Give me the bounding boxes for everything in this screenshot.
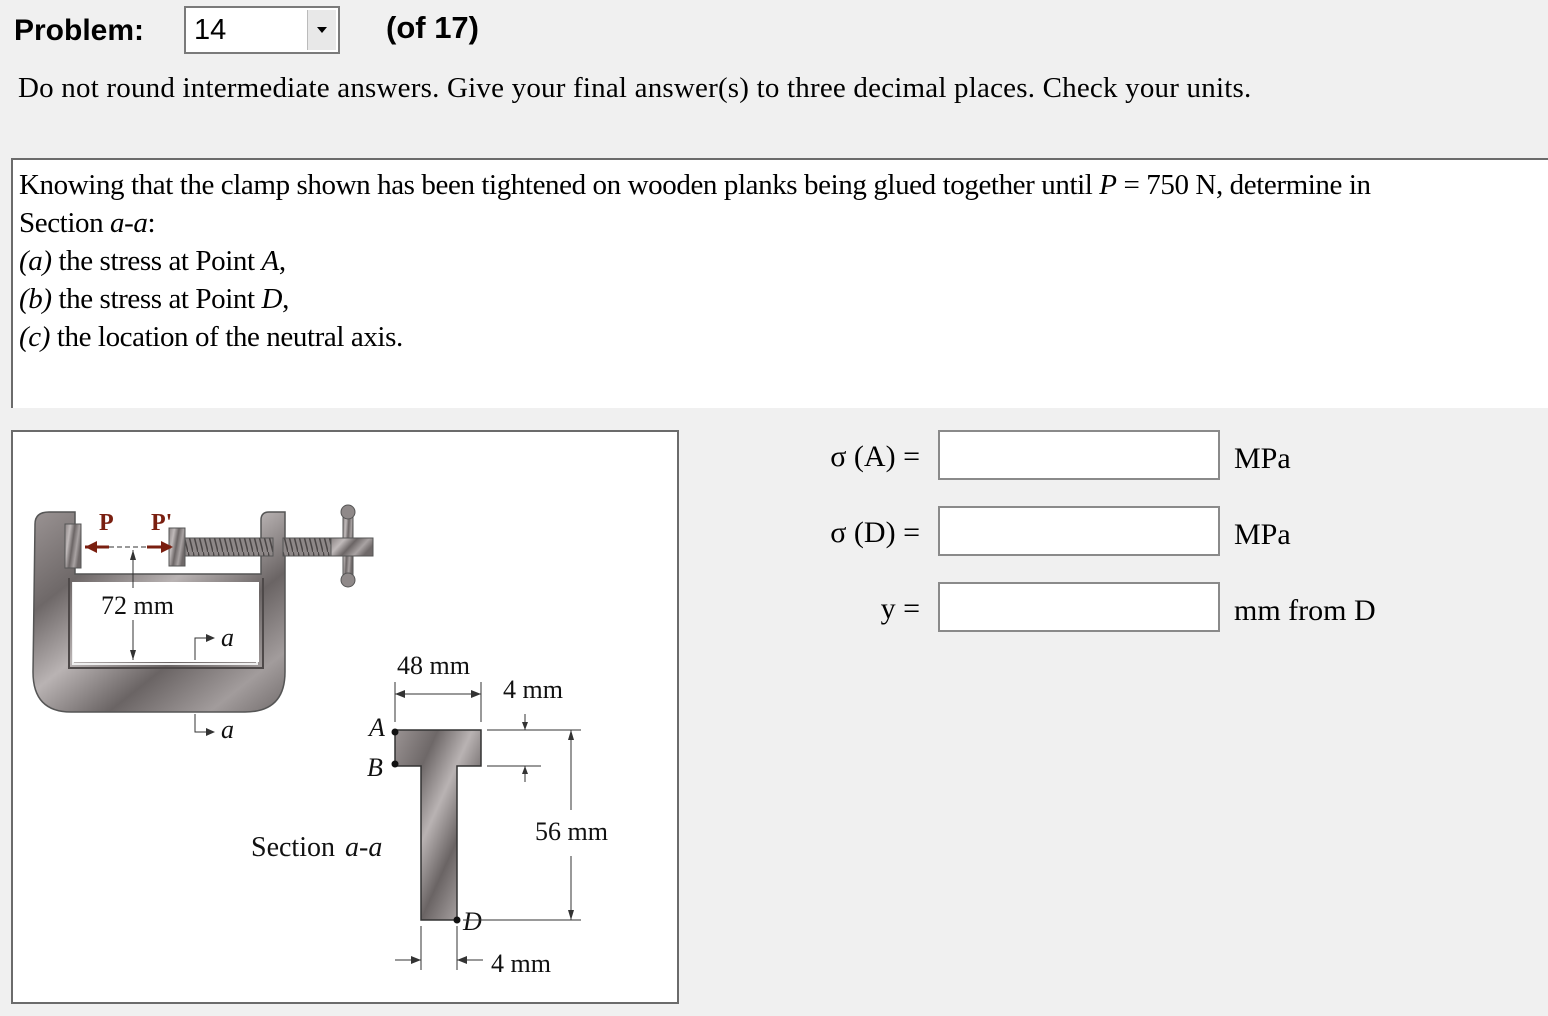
dim-72mm: 72 mm	[101, 591, 174, 620]
problem-label: Problem:	[14, 14, 145, 47]
answer-input-y[interactable]	[938, 582, 1220, 632]
instructions-text: Do not round intermediate answers. Give your final answer(s) to three decimal places. Check your units.	[18, 72, 1252, 104]
answer-unit-sigma-d: MPa	[1234, 518, 1291, 551]
answer-label-sigma-a: σ (A) =	[830, 440, 920, 473]
t-section	[395, 730, 481, 920]
dim-4mm-flange: 4 mm	[503, 675, 563, 704]
point-D: D	[463, 907, 482, 936]
question-line-2: Section a-a:	[19, 207, 156, 239]
problem-header	[14, 6, 144, 56]
section-mark-top: a	[221, 623, 234, 652]
question-part-b: (b) the stress at Point D,	[19, 283, 289, 315]
problem-select[interactable]	[184, 6, 340, 54]
clamp-figure	[11, 430, 679, 1004]
problem-count: (of 17)	[386, 10, 479, 45]
point-A: A	[369, 713, 385, 742]
dim-48mm: 48 mm	[397, 651, 470, 680]
answer-unit-sigma-a: MPa	[1234, 442, 1291, 475]
chevron-down-icon[interactable]	[307, 10, 336, 50]
question-panel	[11, 158, 1548, 408]
label-P: P	[99, 510, 114, 536]
answer-input-sigma-d[interactable]	[938, 506, 1220, 556]
point-B: B	[367, 753, 383, 782]
answer-input-sigma-a[interactable]	[938, 430, 1220, 480]
section-label: Section a-a	[251, 832, 383, 863]
answer-unit-y: mm from D	[1234, 594, 1376, 627]
clamp-screw	[181, 538, 273, 556]
dim-56mm: 56 mm	[535, 817, 608, 846]
question-part-c: (c) the location of the neutral axis.	[19, 321, 403, 353]
section-mark-bottom: a	[221, 715, 234, 744]
answer-label-sigma-d: σ (D) =	[830, 516, 920, 549]
answer-label-y: y =	[880, 592, 920, 625]
dim-4mm-web: 4 mm	[491, 949, 551, 978]
problem-select-value: 14	[194, 14, 227, 46]
question-part-a: (a) the stress at Point A,	[19, 245, 286, 277]
label-P-prime: P'	[151, 510, 173, 536]
question-line-1: Knowing that the clamp shown has been tightened on wooden planks being glued together until P = 750 N, determine in	[19, 169, 1371, 201]
clamp-diagram	[13, 432, 677, 1002]
